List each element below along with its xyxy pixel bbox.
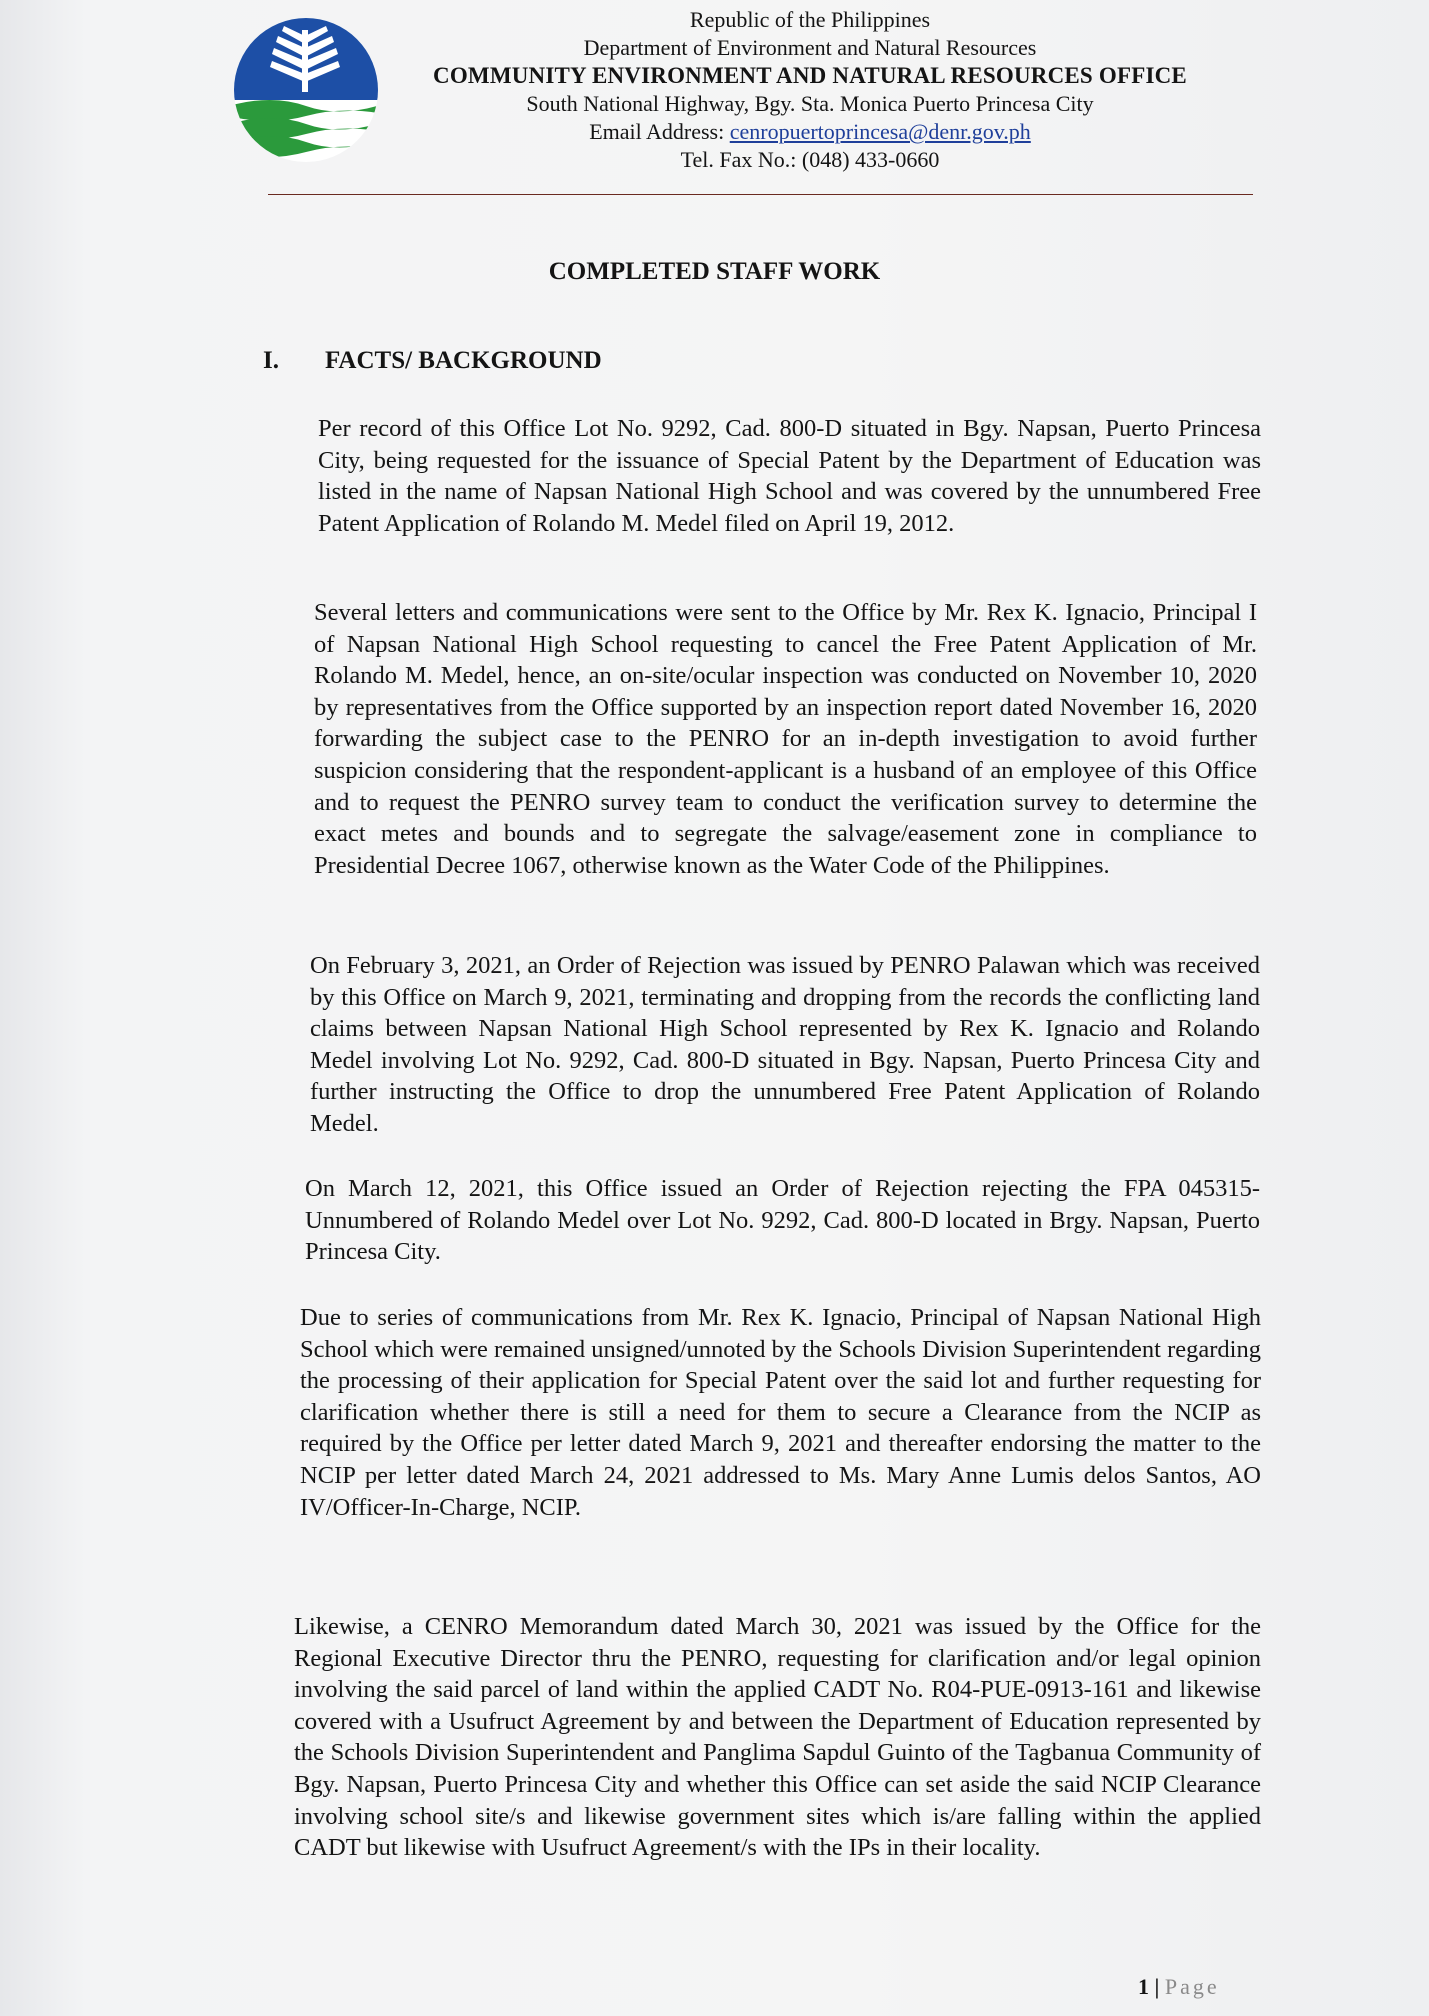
paragraph-2: Several letters and communications were sent to the Office by Mr. Rex K. Ignacio, Principal I of Napsan National High School requesting to cancel the Free Patent Application of Mr. Rolando M. Medel, hence, an on-site/ocular inspection was conducted on November 10, 2020 by representatives from the Office supported by an inspection report dated November 16, 2020 forwarding the subject case to the PENRO for an in-depth investigation to avoid further suspicion considering that the respondent-applicant is a husband of an employee of this Office and to request the PENRO survey team to conduct the verification survey to determine the exact metes and bounds and to segregate the salvage/easement zone in compliance to Presidential Decree 1067, otherwise known as the Water Code of the Philippines. <box>314 599 1257 879</box>
letterhead-email-line <box>380 118 1240 146</box>
page-footer <box>1138 1974 1220 2000</box>
email-link[interactable]: cenropuertoprincesa@denr.gov.ph <box>729 119 1031 144</box>
page-separator: | <box>1149 1974 1165 1999</box>
letterhead-tel: Tel. Fax No.: (048) 433-0660 <box>680 147 940 172</box>
paragraph-5: Due to series of communications from Mr. Rex K. Ignacio, Principal of Napsan National High School which were remained unsigned/unnoted by the Schools Division Superintendent regarding the processing of their application for Special Patent over the said lot and further requesting for clarification whether there is still a need for them to secure a Clearance from the NCIP as required by the Office per letter dated March 9, 2021 and thereafter endorsing the matter to the NCIP per letter dated March 24, 2021 addressed to Ms. Mary Anne Lumis delos Santos, AO IV/Officer-In-Charge, NCIP. <box>300 1304 1261 1521</box>
letterhead-republic: Republic of the Philippines <box>689 7 931 32</box>
section-title: FACTS/ BACKGROUND <box>325 347 602 374</box>
document-title: COMPLETED STAFF WORK <box>548 258 881 285</box>
header-divider <box>268 194 1253 195</box>
letterhead <box>380 6 1240 174</box>
page-number: 1 <box>1138 1974 1149 1999</box>
paragraph-1: Per record of this Office Lot No. 9292, Cad. 800-D situated in Bgy. Napsan, Puerto Princesa City, being requested for the issuance of Special Patent by the Department of Education was listed in the name of Napsan National High School and was covered by the unnumbered Free Patent Application of Rolando M. Medel filed on April 19, 2012. <box>318 415 1261 537</box>
paragraph-3: On February 3, 2021, an Order of Rejection was issued by PENRO Palawan which was received by this Office on March 9, 2021, terminating and dropping from the records the conflicting land claims between Napsan National High School represented by Rex K. Ignacio and Rolando Medel involving Lot No. 9292, Cad. 800-D situated in Bgy. Napsan, Puerto Princesa City and further instructing the Office to drop the unnumbered Free Patent Application of Rolando Medel. <box>310 952 1260 1137</box>
letterhead-address: South National Highway, Bgy. Sta. Monica Puerto Princesa City <box>526 91 1094 116</box>
denr-logo-icon <box>232 14 380 166</box>
letterhead-office: COMMUNITY ENVIRONMENT AND NATURAL RESOURCES OFFICE <box>433 63 1187 88</box>
paragraph-6: Likewise, a CENRO Memorandum dated March 30, 2021 was issued by the Office for the Regional Executive Director thru the PENRO, requesting for clarification and/or legal opinion involving the said parcel of land within the applied CADT No. R04-PUE-0913-161 and likewise covered with a Usufruct Agreement by and between the Department of Education represented by the Schools Division Superintendent and Panglima Sapdul Guinto of the Tagbanua Community of Bgy. Napsan, Puerto Princesa City and whether this Office can set aside the said NCIP Clearance involving school site/s and likewise government sites which is/are falling within the applied CADT but likewise with Usufruct Agreement/s with the IPs in their locality. <box>294 1613 1261 1862</box>
paragraph-4: On March 12, 2021, this Office issued an Order of Rejection rejecting the FPA 045315-Unnumbered of Rolando Medel over Lot No. 9292, Cad. 800-D located in Brgy. Napsan, Puerto Princesa City. <box>305 1175 1260 1266</box>
section-number: I. <box>263 347 279 374</box>
email-label: Email Address: <box>589 119 730 144</box>
page-label: Page <box>1164 1974 1220 1999</box>
section-heading <box>263 347 602 375</box>
letterhead-department: Department of Environment and Natural Resources <box>583 35 1037 60</box>
